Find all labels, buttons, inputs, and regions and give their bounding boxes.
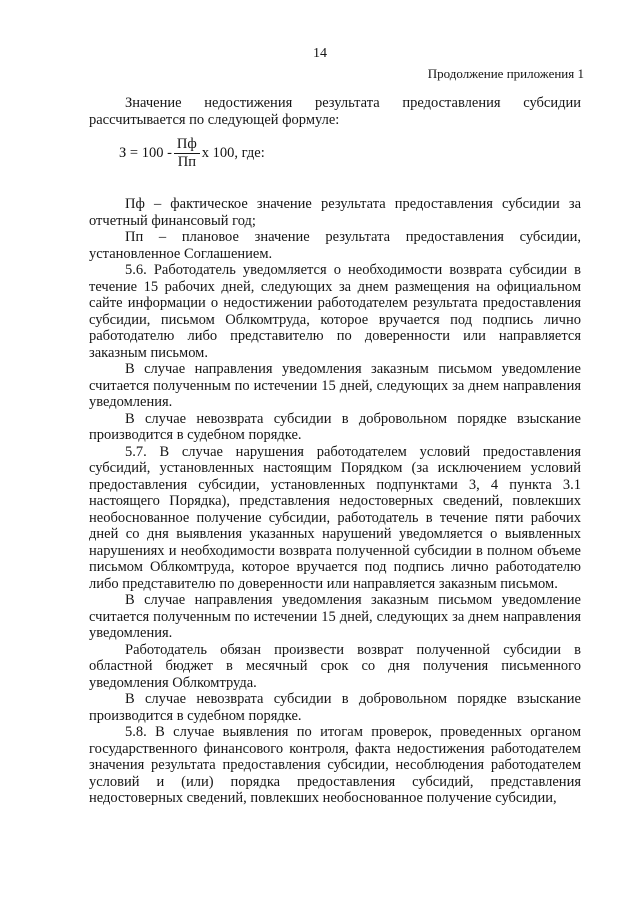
- definition-pp: Пп – плановое значение результата предоставления субсидии, установленное Соглашением.: [89, 229, 581, 262]
- paragraph-5-8: 5.8. В случае выявления по итогам проверок, проведенных органом государственного финансового контроля, факта недостижения работодателем значения результата предоставления субсидии, несоблюдения работодателем условий и (или) порядка предоставления субсидий, представления недостоверных сведений, повлекших необоснованное получение субсидии,: [89, 724, 581, 806]
- appendix-continuation-label: Продолжение приложения 1: [427, 66, 584, 81]
- paragraph-court-recovery-2: В случае невозврата субсидии в добровольном порядке взыскание производится в судебном порядке.: [89, 691, 581, 724]
- definition-pf: Пф – фактическое значение результата предоставления субсидии за отчетный финансовый год;: [89, 196, 581, 229]
- formula-intro-paragraph: Значение недостижения результата предоставления субсидии рассчитывается по следующей формуле:: [89, 95, 581, 128]
- formula-prefix: З = 100 -: [119, 144, 172, 161]
- paragraph-court-recovery: В случае невозврата субсидии в добровольном порядке взыскание производится в судебном порядке.: [89, 410, 581, 443]
- document-body: [89, 95, 581, 807]
- paragraph-5-6: 5.6. Работодатель уведомляется о необходимости возврата субсидии в течение 15 рабочих дней, следующих за днем размещения на официальном сайте информации о недостижении работодателем результата предоставления субсидии, письмом Облкомтруда, которое вручается под подпись лично работодателю либо представителю по доверенности или направляется заказным письмом.: [89, 262, 581, 361]
- formula-numerator: Пф: [174, 137, 200, 154]
- paragraph-refund-obligation: Работодатель обязан произвести возврат полученной субсидии в областной бюджет в месячный срок со дня получения письменного уведомления Облкомтруда.: [89, 641, 581, 691]
- formula-fraction: [174, 137, 200, 170]
- formula: [119, 132, 581, 174]
- formula-denominator: Пп: [177, 153, 196, 170]
- paragraph-5-7: 5.7. В случае нарушения работодателем условий предоставления субсидий, установленных настоящим Порядком (за исключением условий предоставления субсидии, установленных подпунктами 3, 4 пункта 3.1 настоящего Порядка), представления недостоверных сведений, повлекших необоснованное получение субсидии, работодатель в течение пяти рабочих дней со дня выявления указанных нарушений уведомляется о выявленных нарушениях и необходимости возврата полученной субсидии в полном объеме письмом Облкомтруда, которое вручается под подпись лично работодателю либо представителю по доверенности или направляется заказным письмом.: [89, 443, 581, 592]
- paragraph-notice-registered-mail-2: В случае направления уведомления заказным письмом уведомление считается полученным по истечении 15 дней, следующих за днем направления уведомления.: [89, 592, 581, 641]
- paragraph-notice-registered-mail: В случае направления уведомления заказным письмом уведомление считается полученным по истечении 15 дней, следующих за днем направления уведомления.: [89, 361, 581, 410]
- page-number: 14: [313, 46, 327, 61]
- formula-suffix: x 100, где:: [201, 144, 265, 161]
